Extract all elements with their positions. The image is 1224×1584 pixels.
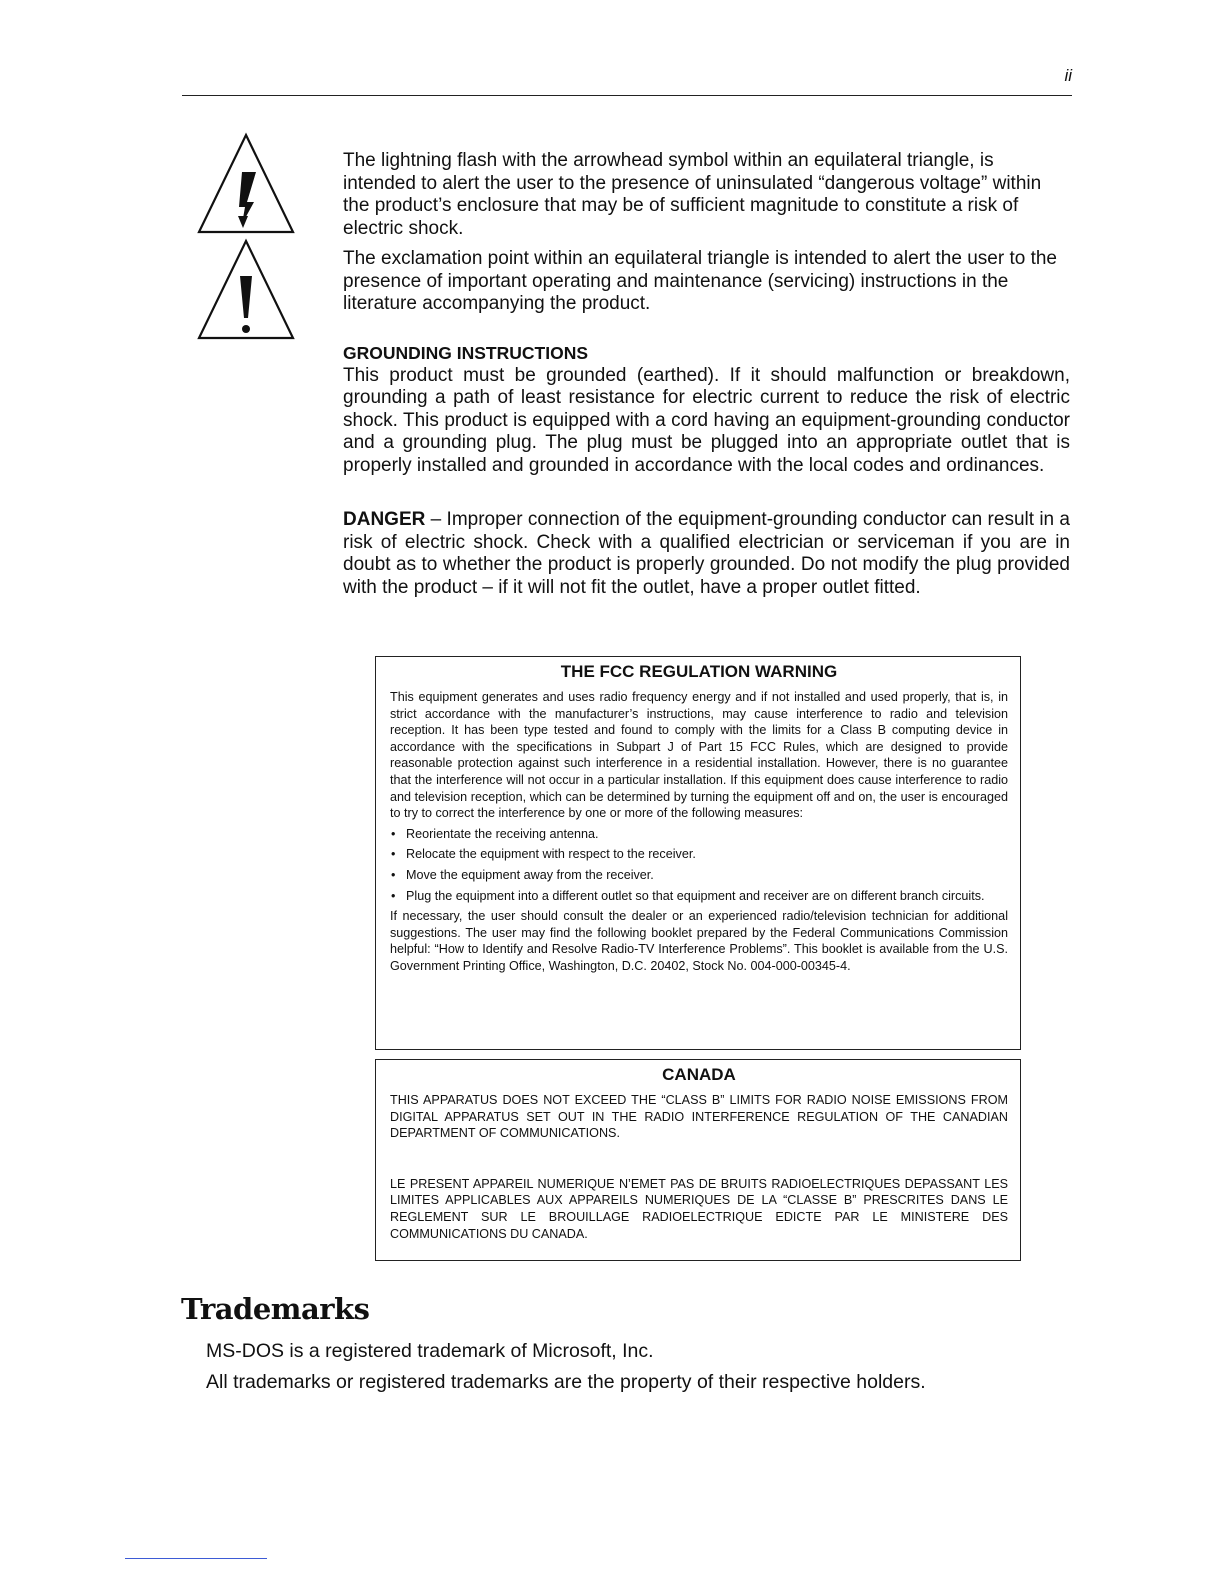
danger-paragraph [343,509,1070,599]
canada-french-notice: LE PRESENT APPAREIL NUMERIQUE N’EMET PAS DE BRUITS RADIOELECTRIQUES DEPASSANT LES LIMITES APPLICABLES AUX APPAREILS NUMERIQUES DE LA “CLASSE B” PRESCRITES DANS LE REGLEMENT SUR LE BROUILLAGE RADIOELECTRIQUE EDICTE PAR LE MINISTERE DES COMMUNICATIONS DU CANADA. [390,1176,1008,1241]
grounding-section [343,342,1070,477]
fcc-title: THE FCC REGULATION WARNING [560,662,838,681]
lightning-warning-icon [196,132,296,237]
fcc-measures-list [390,826,1008,904]
lightning-paragraph: The lightning flash with the arrowhead symbol within an equilateral triangle, is intended to alert the user to the presence of uninsulated “dangerous voltage” within the product’s enclosure that may be of sufficient magnitude to constitute a risk of electric shock. [343,150,1042,239]
exclamation-paragraph: The exclamation point within an equilateral triangle is intended to alert the user to the presence of important operating and maintenance (servicing) instructions in the literature accompanying the product. [343,248,1057,314]
list-item: • Plug the equipment into a different outlet so that equipment and receiver are on different branch circuits. [390,888,1008,905]
list-item: • Move the equipment away from the receiver. [390,867,1008,884]
canada-english-notice: THIS APPARATUS DOES NOT EXCEED THE “CLASS B” LIMITS FOR RADIO NOISE EMISSIONS FROM DIGITAL APPARATUS SET OUT IN THE RADIO INTERFERENCE REGULATION OF THE CANADIAN DEPARTMENT OF COMMUNICATIONS. [390,1093,1008,1141]
fcc-intro: This equipment generates and uses radio frequency energy and if not installed and used properly, that is, in strict accordance with the manufacturer’s instructions, may cause interference to radio and television reception. It has been type tested and found to comply with the limits for a Class B computing device in accordance with the specifications in Subpart J of Part 15 FCC Rules, which are designed to provide reasonable protection against such interference in a residential installation. However, there is no guarantee that the interference will not occur in a particular installation. If this equipment does cause interference to radio and television reception, which can be determined by turning the equipment off and on, the user is encouraged to try to correct the interference by one or more of the following measures: [390,690,1008,821]
fcc-closing: If necessary, the user should consult the dealer or an experienced radio/television technician for additional suggestions. The user may find the following booklet prepared by the Federal Communications Commission helpful: “How to Identify and Resolve Radio-TV Interference Problems”. This booklet is available from the U.S. Government Printing Office, Washington, D.C. 20402, Stock No. 004-000-00345-4. [390,909,1008,973]
danger-label: DANGER [343,509,426,530]
danger-text: – Improper connection of the equipment-grounding conductor can result in a risk of electric shock. Check with a qualified electrician or serviceman if you are in doubt as to whether the product is properly grounded. Do not modify the plug provided with the product – if it will not fit the outlet, have a proper outlet fitted. [343,509,1070,598]
trademark-line-msdos: MS-DOS is a registered trademark of Microsoft, Inc. [206,1340,654,1362]
canada-box [375,1059,1021,1261]
grounding-heading: GROUNDING INSTRUCTIONS [343,343,588,363]
lightning-explanation [343,150,1070,240]
canada-title: CANADA [662,1065,736,1084]
list-item: • Relocate the equipment with respect to the receiver. [390,846,1008,863]
footer-rule [125,1558,267,1559]
trademark-line-general: All trademarks or registered trademarks are the property of their respective holders. [206,1371,926,1393]
list-item: • Reorientate the receiving antenna. [390,826,1008,843]
exclamation-explanation [343,248,1070,316]
header-rule [182,95,1072,96]
grounding-text: This product must be grounded (earthed). If it should malfunction or breakdown, grounding a path of least resistance for electric current to reduce the risk of electric shock. This product is equipped with a cord having an equipment-grounding conductor and a grounding plug. The plug must be plugged into an appropriate outlet that is properly installed and grounded in accordance with the local codes and ordinances. [343,364,1070,476]
exclamation-warning-icon [196,238,296,343]
fcc-warning-box [375,656,1021,1050]
trademarks-heading: Trademarks [181,1292,370,1326]
danger-section [343,509,1070,599]
page-number: ii [1064,66,1072,85]
